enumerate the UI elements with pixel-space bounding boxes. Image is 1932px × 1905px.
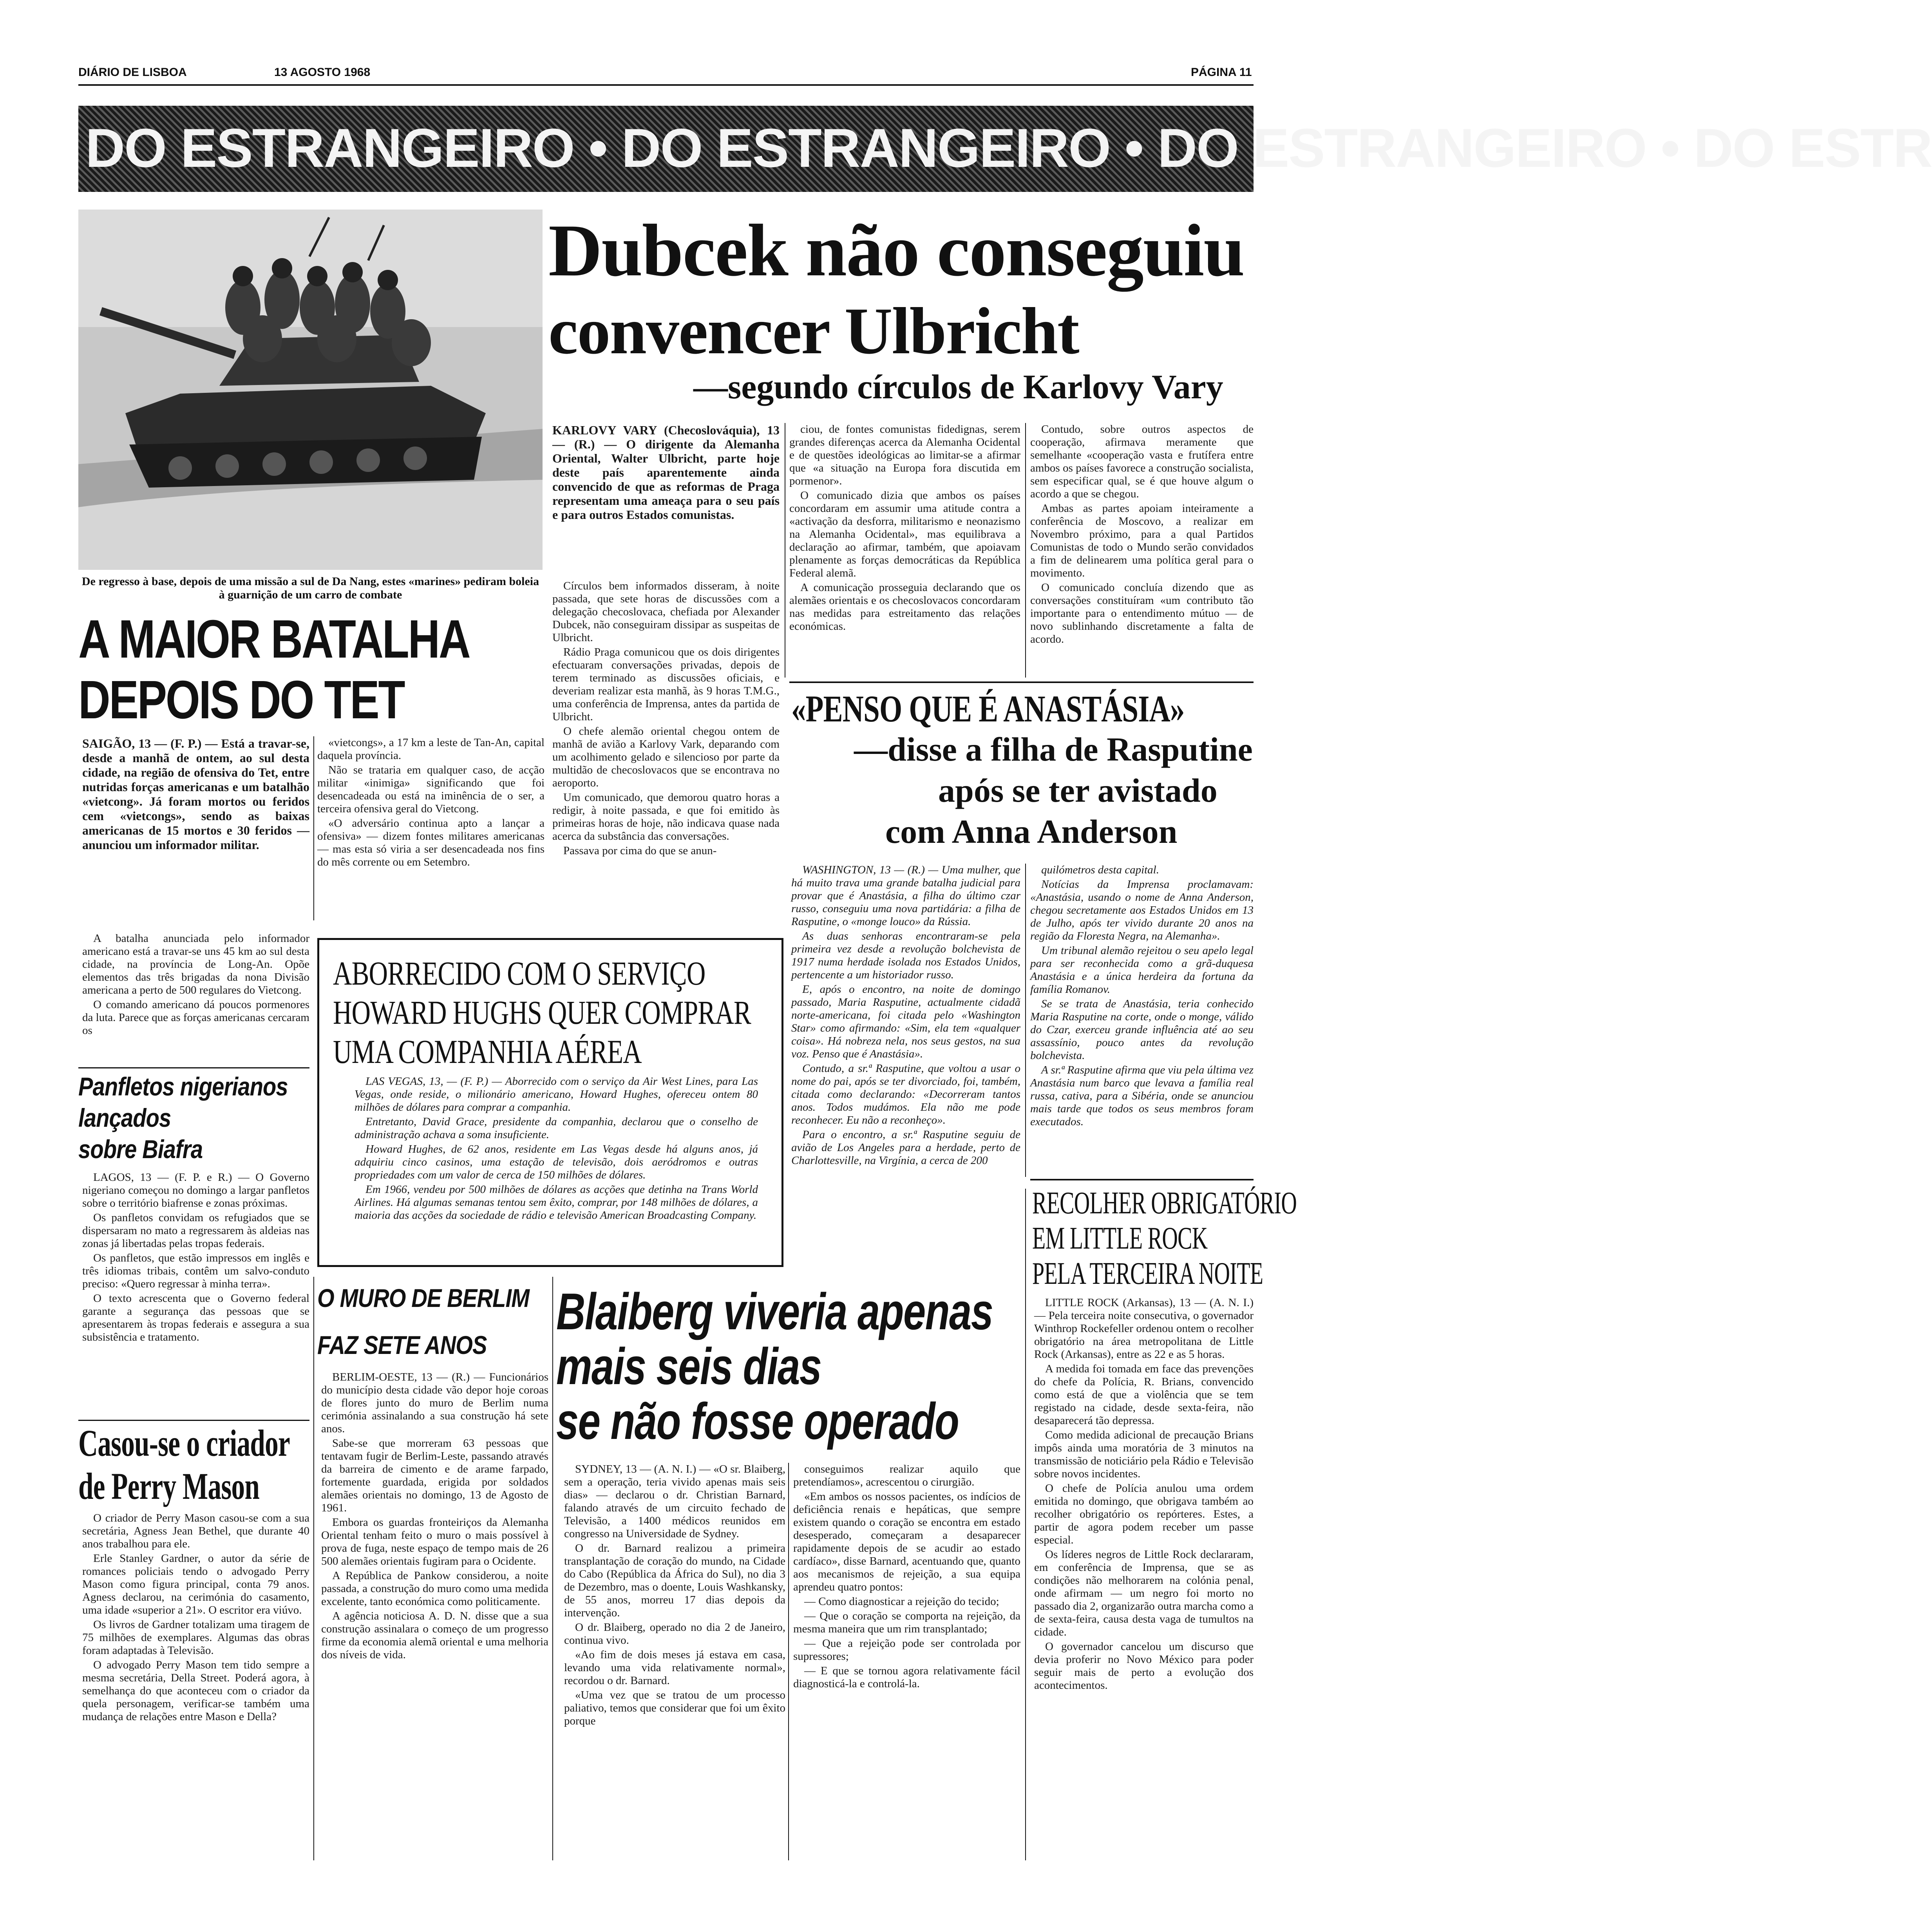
paragraph: Os panfletos convidam os refugiados que se dispersaram no mato a regressarem às aldeias nas zonas já libertadas pelas tropas federais. [82,1211,309,1250]
paragraph: A sr.ª Rasputine afirma que viu pela última vez Anastásia num barco que levava a família real russa, cativa, para a Sibéria, onde se anunciou mais tarde que todos os seus membros foram executados. [1030,1064,1254,1128]
paragraph: «vietcongs», a 17 km a leste de Tan-An, capital daquela província. [317,736,545,762]
paragraph: Rádio Praga comunicou que os dois dirigentes efectuaram conversações privadas, depois de terem terminado as discussões oficiais, e deveriam realizar esta manhã, às 9 horas T.M.G., uma conferência de Imprensa, antes da partida de Ulbricht. [552,646,780,723]
tank-photo [78,210,543,570]
blaiberg-column-2 [793,1463,1020,1860]
paragraph: Para o encontro, a sr.ª Rasputine seguiu de avião de Los Angeles para a herdade, perto de Charlottesville, na Virgínia, a cerca de 200 [791,1128,1020,1167]
aborrecido-box [317,938,783,1267]
paragraph: O comando americano dá poucos pormenores da luta. Parece que as forças americanas cercaram os [82,998,309,1037]
paragraph: A agência noticiosa A. D. N. disse que a sua construção assinalara o começo de um progresso firme da economia alemã oriental e uma melhoria dos níveis de vida. [321,1610,548,1661]
muro-headline-1: O MURO DE BERLIM [317,1283,530,1312]
dubcek-column-3 [1030,423,1254,678]
paragraph: quilómetros desta capital. [1041,864,1159,876]
paragraph: Em 1966, vendeu por 500 milhões de dólares as acções que detinha na Trans World Airlines. Há algumas semanas tentou sem êxito, comprar, por 148 milhões de dólares, a maioria das acções da sociedade de rádio e televisão American Broadcasting Company. [355,1183,758,1222]
column-rule [552,1277,553,1860]
dubcek-headline-2: convencer Ulbricht [548,294,1079,368]
paragraph: Ambas as partes apoiam inteiramente a conferência de Moscovo, a realizar em Novembro próximo, para a qual Partidos Comunistas de todo o Mundo serão convidados a fim de delinearem uma política geral para o movimento. [1030,502,1254,579]
paragraph: O texto acrescenta que o Governo federal garante a segurança das pessoas que se apresentarem às tropas federais e assegura a sua subsistência e tratamento. [82,1292,309,1343]
recolher-headline-1: RECOLHER OBRIGATÓRIO [1032,1186,1297,1220]
dubcek-lead: KARLOVY VARY (Checoslováquia), 13 — (R.) — O dirigente da Alemanha Oriental, Walter Ulbricht, parte hoje deste país aparentemente ainda convencido de que as reformas de Praga representam uma ameaça para o seu país e para outros Estados comunistas. [552,423,780,522]
anastasia-headline-2: —disse a filha de Rasputine [854,730,1253,768]
casou-headline-2: de Perry Mason [78,1465,260,1507]
newspaper-name: DIÁRIO DE LISBOA [78,66,187,79]
section-rule [78,1067,309,1068]
paragraph: O comunicado concluía dizendo que as conversações constituíram «um contributo tão importante para o entendimento mútuo — de novo sublinhando discretamente a falta de acordo. [1030,581,1254,645]
panfletos-headline-1: Panfletos nigerianos [78,1072,288,1101]
paragraph: As duas senhoras encontraram-se pela primeira vez desde a revolução bolchevista de 1917 numa herdade isolada nos Estados Unidos, pertencente a um historiador russo. [791,930,1020,981]
aborrecido-headline-3: UMA COMPANHIA AÉREA [333,1033,642,1070]
paragraph: Passava por cima do que se anun- [563,844,717,857]
paragraph: BERLIM-OESTE, 13 — (R.) — Funcionários do município desta cidade vão depor hoje coroas de flores junto do muro de Berlim numa cerimónia assinalando a sua construção há sete anos. [321,1371,548,1435]
paragraph: Os livros de Gardner totalizam uma tiragem de 75 milhões de exemplares. Algumas das obras foram adaptadas à Televisão. [82,1618,309,1657]
paragraph: O chefe alemão oriental chegou ontem de manhã de avião a Karlovy Vark, deparando com um acolhimento gelado e silencioso por parte da multidão de checoslovacos que se encontrava no aeroporto. [552,725,780,789]
paragraph: O criador de Perry Mason casou-se com a sua secretária, Agness Jean Bethel, que durante 40 anos trabalhou para ele. [82,1512,309,1550]
batalha-column-2 [317,736,545,916]
paragraph: Círculos bem informados disseram, à noite passada, que sete horas de discussões com a delegação checoslovaca, chefiada por Alexander Dubcek, não conseguiram dissipar as suspeitas de Ulbricht. [552,580,780,644]
paragraph: «Uma vez que se tratou de um processo paliativo, temos que considerar que foi um êxito porque [564,1689,785,1727]
batalha-column-1 [82,932,309,1065]
blaiberg-headline-3: se não fosse operado [556,1392,959,1450]
section-rule [1030,1179,1254,1180]
paragraph: LAS VEGAS, 13, — (F. P.) — Aborrecido com o serviço da Air West Lines, para Las Vegas, onde reside, o milionário americano, Howard Hughes, ofereceu ontem 80 milhões de dólares para comprar a companhia. [355,1075,758,1113]
casou-body [82,1512,309,1860]
paragraph: Como medida adicional de precaução Brians impôs ainda uma moratória de 3 minutos na transmissão de noticiário pela Rádio e Televisão sobre novos incidentes. [1034,1429,1254,1480]
paragraph: Notícias da Imprensa proclamavam: «Anastásia, usando o nome de Anna Anderson, chegou secretamente aos Estados Unidos em 13 de Julho, após ter vivido durante 20 anos na região da Floresta Negra, na Alemanha». [1030,878,1254,942]
paragraph: Howard Hughes, de 62 anos, residente em Las Vegas desde há alguns anos, já adquiriu cinco casinos, uma estação de televisão, dois aeródromos e outras propriedades com um valor de cerca de 150 milhões de dólares. [355,1143,758,1181]
panfletos-body [82,1171,309,1422]
blaiberg-headline-2: mais seis dias [556,1337,821,1395]
tank-photo-illustration [78,210,543,570]
batalha-headline-2: DEPOIS DO TET [78,670,404,730]
paragraph: — Que o coração se comporta na rejeição, da mesma maneira que um rim transplantado; [793,1610,1020,1635]
dubcek-column-1 [552,580,780,924]
recolher-headline-2: EM LITTLE ROCK [1032,1221,1208,1256]
paragraph: «O adversário continua apto a lançar a ofensiva» — dizem fontes militares americanas — mas esta só viria a ser desencadeada nos fins do mês corrente ou em Setembro. [317,817,545,868]
column-rule [1025,423,1026,678]
photo-caption: De regresso à base, depois de uma missão a sul de Da Nang, estes «marines» pediram boleia à guarnição de um carro de combate [81,575,539,601]
paragraph: A batalha anunciada pelo informador americano está a travar-se uns 45 km ao sul desta cidade, na província de Long-An. Opõe elementos das três brigadas da nona Divisão americana a perto de 500 regulares do Vietcong. [82,932,309,996]
paragraph: O governador cancelou um discurso que devia proferir no Novo México para poder seguir mais de perto a evolução dos acontecimentos. [1034,1640,1254,1692]
section-banner [78,106,1932,192]
column-rule [788,1463,789,1860]
panfletos-headline-2: lançados [78,1103,171,1132]
aborrecido-headline-1: ABORRECIDO COM O SERVIÇO [333,954,706,992]
paragraph: LAGOS, 13 — (F. P. e R.) — O Governo nigeriano começou no domingo a largar panfletos sobre o território biafrense e zonas próximas. [82,1171,309,1209]
paragraph: E, após o encontro, na noite de domingo passado, Maria Rasputine, actualmente cidadã norte-americana, foi citada pelo «Washington Star» como afirmando: «Sim, ela tem «qualquer coisa». Há nobreza nela, nos seus gestos, na sua voz. Penso que é Anastásia». [791,983,1020,1060]
paragraph: ciou, de fontes comunistas fidedignas, serem grandes diferenças acerca da Alemanha Ocidental e de questões ideológicas ao limitar-se a afirmar que «a situação na Europa fora discutida em pormenor». [789,423,1020,487]
blaiberg-headline-1: Blaiberg viveria apenas [556,1283,993,1340]
paragraph: Um tribunal alemão rejeitou o seu apelo legal para ser reconhecida como a grã-duquesa Anastásia e a única herdeira da fortuna da família Romanov. [1030,944,1254,996]
blaiberg-column-1 [564,1463,785,1860]
column-rule [1025,864,1026,1177]
anastasia-column-1 [791,864,1020,1255]
batalha-lead: SAIGÃO, 13 — (F. P.) — Está a travar-se, desde a manhã de ontem, ao sul desta cidade, na região de ofensiva do Tet, entre nutridas forças americanas e um batalhão «vietcong». Já foram mortos ou feridos cem «vietcongs», sendo as baixas americanas de 15 mortos e 30 feridos — anunciou um informador militar. [82,736,309,852]
paragraph: — Como diagnosticar a rejeição do tecido; [804,1595,999,1608]
paragraph: SYDNEY, 13 — (A. N. I.) — «O sr. Blaiberg, sem a operação, teria vivido apenas mais seis dias» — declarou o dr. Christian Barnard, falando através de um circuito fechado de Televisão, a 1400 médicos reunidos em congresso na Universidade de Sydney. [564,1463,785,1540]
paragraph: A medida foi tomada em face das prevenções do chefe da Polícia, R. Brians, convencido como está de que a violência que se tem registado na cidade, desde sexta-feira, não desaparecerá tão depressa. [1034,1363,1254,1427]
dubcek-column-2 [789,423,1020,678]
anastasia-column-2 [1030,864,1254,1185]
anastasia-headline-3: após se ter avistado [938,772,1217,809]
paragraph: Erle Stanley Gardner, o autor da série de romances policiais tendo o advogado Perry Mason como figura principal, conta 79 anos. Agness declarou, na cerimónia do casamento, uma idade «superior a 21». O escritor era viúvo. [82,1552,309,1616]
column-rule [1025,1189,1026,1860]
paragraph: Embora os guardas fronteiriços da Alemanha Oriental tenham feito o muro o mais possível à prova de fuga, neste espaço de tempo mais de 26 500 alemães orientais fugiram para o Ocidente. [321,1516,548,1567]
paragraph: A República de Pankow considerou, a noite passada, a construção do muro como uma medida excelente, tanto económica como politicamente. [321,1569,548,1608]
paragraph: O advogado Perry Mason tem tido sempre a mesma secretária, Della Street. Poderá agora, à semelhança do que aconteceu com o criador da quela personagem, verificar-se também uma mudança de relações entre Mason e Della? [82,1659,309,1723]
header-rule [78,84,1254,86]
page-number: PÁGINA 11 [1191,66,1252,79]
panfletos-headline-3: sobre Biafra [78,1135,203,1164]
section-banner-text: DO ESTRANGEIRO • DO ESTRANGEIRO • DO ESTRANGEIRO • DO ESTR [85,117,1932,179]
paragraph: Sabe-se que morreram 63 pessoas que tentavam fugir de Berlim-Leste, passando através da barreira de cimento e de arame farpado, fortemente guardada, erigida por soldados alemães orientais no domingo, 13 de Agosto de 1961. [321,1437,548,1514]
muro-headline-2: FAZ SETE ANOS [317,1330,487,1359]
recolher-headline-3: PELA TERCEIRA NOITE [1032,1256,1263,1291]
paragraph: O comunicado dizia que ambos os países concordaram em assumir uma atitude contra a «activação da desforra, militarismo e neonazismo na Alemanha Ocidental», mas equilibrava a declaração ao afirmar, também, que apoiavam plenamente as forças democráticas da República Federal alemã. [789,489,1020,579]
aborrecido-body [355,1075,758,1255]
muro-body [321,1371,548,1860]
paragraph: conseguimos realizar aquilo que pretendíamos», acrescentou o cirurgião. [793,1463,1020,1488]
dubcek-subhead: —segundo círculos de Karlovy Vary [693,368,1223,406]
column-rule [313,736,314,920]
casou-headline-1: Casou-se o criador [78,1422,290,1464]
paragraph: Os líderes negros de Little Rock declararam, em conferência de Imprensa, que se as condições não melhorarem na colónia penal, onde afirmam — um negro foi morto no passado dia 2, organizarão outra marcha como a de sexta-feira, causa desta vaga de tumultos na cidade. [1034,1548,1254,1638]
paragraph: LITTLE ROCK (Arkansas), 13 — (A. N. I.) — Pela terceira noite consecutiva, o governador Winthrop Rockefeller ordenou ontem o recolher obrigatório na área metropolitana de Little Rock (Arkansas), entre as 22 e as 5 horas. [1034,1296,1254,1361]
paragraph: A comunicação prosseguia declarando que os alemães orientais e os checoslovacos concordaram nas medidas para estreitamento das relações económicas. [789,581,1020,633]
section-rule [78,1420,309,1421]
column-rule [313,1277,314,1860]
batalha-headline-1: A MAIOR BATALHA [78,609,470,669]
issue-date: 13 AGOSTO 1968 [274,66,371,79]
paragraph: — Que a rejeição pode ser controlada por supressores; [793,1637,1020,1663]
paragraph: «Ao fim de dois meses já estava em casa, levando uma vida relativamente normal», recordou o dr. Barnard. [564,1648,785,1687]
paragraph: WASHINGTON, 13 — (R.) — Uma mulher, que há muito trava uma grande batalha judicial para provar que é Anastásia, a filha do último czar russo, conseguiu uma nova partidária: a filha de Rasputine, o «monge louco» da Rússia. [791,864,1020,928]
aborrecido-headline-2: HOWARD HUGHS QUER COMPRAR [333,994,751,1031]
paragraph: — E que se tornou agora relativamente fácil diagnosticá-la e controlá-la. [793,1665,1020,1690]
paragraph: «Em ambos os nossos pacientes, os indícios de deficiência renais e hepáticas, que sempre existem quando o coração se encontra em estado desesperado, começaram a desaparecer rapidamente depois de se acudir ao estado cardíaco», disse Barnard, acentuando que, quanto aos mecanismos de rejeição, a sua equipa aprendeu quatro pontos: [793,1490,1020,1593]
paragraph: O dr. Barnard realizou a primeira transplantação de coração do mundo, na Cidade do Cabo (República da África do Sul), no dia 3 de Dezembro, mas o doente, Louis Washkansky, de 55 anos, morreu 17 dias depois da intervenção. [564,1542,785,1619]
paragraph: Se se trata de Anastásia, teria conhecido Maria Rasputine na corte, onde o monge, válido do Czar, exerceu grande influência até ao seu assassínio, pouco antes da revolução bolchevista. [1030,998,1254,1062]
anastasia-headline-1: «PENSO QUE É ANASTÁSIA» [791,688,1185,730]
section-rule [789,681,1254,683]
paragraph: Entretanto, David Grace, presidente da companhia, declarou que o conselho de administração achava a soma insuficiente. [355,1115,758,1141]
recolher-body [1034,1296,1254,1860]
paragraph: O dr. Blaiberg, operado no dia 2 de Janeiro, continua vivo. [564,1621,785,1647]
paragraph: O chefe de Polícia anulou uma ordem emitida no domingo, que obrigava também ao recolher obrigatório os repórteres. Estes, a partir de agora podem receber um passe especial. [1034,1482,1254,1546]
paragraph: Um comunicado, que demorou quatro horas a redigir, à noite passada, e que foi emitido às primeiras horas de hoje, não indicava quase nada acerca da substância das conversações. [552,791,780,842]
anastasia-headline-4: com Anna Anderson [885,813,1178,850]
paragraph: Contudo, sobre outros aspectos de cooperação, afirmava meramente que semelhante «cooperação vasta e frutífera entre ambos os países favorece a construção socialista, sem especificar qual, se é que houve algum o acordo a que se chegou. [1030,423,1254,500]
paragraph: Os panfletos, que estão impressos em inglês e três idiomas tribais, contêm um salvo-conduto preciso: «Quero regressar à minha terra». [82,1252,309,1290]
dubcek-headline-1: Dubcek não conseguiu [548,210,1244,292]
paragraph: Contudo, a sr.ª Rasputine, que voltou a usar o nome do pai, após se ter divorciado, foi, também, citada como declarando: «Decorreram tantos anos. Todos mudámos. Ela não me pode reconhecer. Eu não a reconheço». [791,1062,1020,1126]
paragraph: Não se trataria em qualquer caso, de acção militar «inimiga» significando que foi desencadeada ou está na iminência de o ser, a terceira ofensiva geral do Vietcong. [317,764,545,815]
